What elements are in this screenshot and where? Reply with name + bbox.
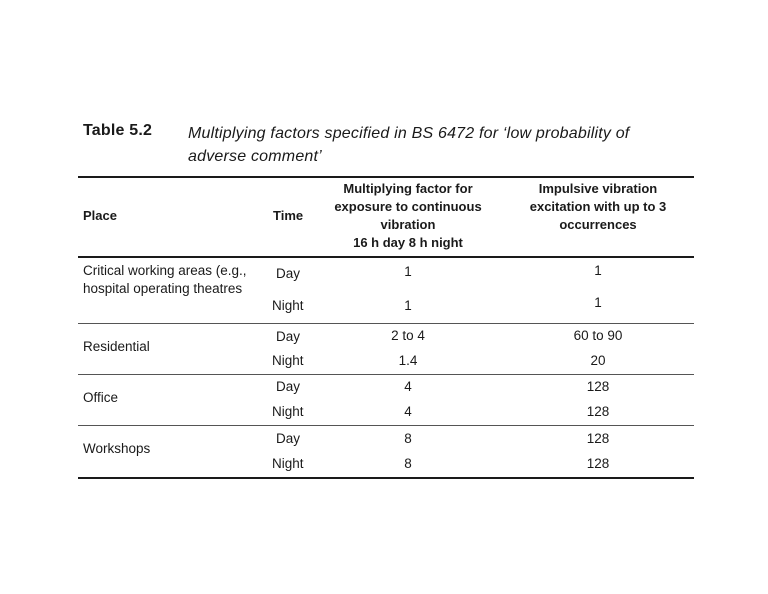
continuous-factor-value: 8 — [404, 456, 412, 471]
header-continuous-line: vibration — [380, 217, 436, 232]
table-top-rule — [78, 176, 694, 178]
impulsive-value: 20 — [590, 353, 606, 368]
row-divider — [78, 323, 694, 324]
time-day: Day — [276, 379, 301, 394]
header-continuous-factor — [316, 180, 500, 252]
table-title: Multiplying factors specified in BS 6472 for ‘low probability of adverse comment’ — [188, 125, 630, 165]
impulsive-value: 1 — [594, 295, 602, 310]
header-place: Place — [83, 208, 117, 223]
header-impulsive-vibration — [505, 180, 691, 234]
place-residential: Residential — [83, 339, 150, 354]
continuous-factor-value: 4 — [404, 404, 412, 419]
header-continuous-line: Multiplying factor for — [343, 181, 473, 196]
header-continuous-line: 16 h day 8 h night — [353, 235, 463, 250]
continuous-factor-value: 1.4 — [398, 353, 418, 368]
row-divider — [78, 374, 694, 375]
header-impulsive-line: occurrences — [559, 217, 637, 232]
impulsive-value: 128 — [586, 379, 610, 394]
table-header-rule — [78, 256, 694, 258]
place-workshops: Workshops — [83, 441, 151, 456]
impulsive-value: 128 — [586, 456, 610, 471]
continuous-factor-value: 1 — [404, 298, 412, 313]
table-number: Table 5.2 — [83, 122, 153, 139]
continuous-factor-value: 8 — [404, 431, 412, 446]
time-night: Night — [272, 298, 304, 313]
time-night: Night — [272, 404, 304, 419]
place-office: Office — [83, 390, 119, 405]
time-day: Day — [276, 431, 301, 446]
header-time: Time — [273, 208, 304, 223]
header-continuous-line: exposure to continuous — [334, 199, 482, 214]
row-divider — [78, 425, 694, 426]
continuous-factor-value: 2 to 4 — [391, 328, 425, 343]
time-night: Night — [272, 353, 304, 368]
header-impulsive-line: excitation with up to 3 — [529, 199, 667, 214]
header-impulsive-line: Impulsive vibration — [538, 181, 658, 196]
impulsive-value: 60 to 90 — [573, 328, 623, 343]
continuous-factor-value: 4 — [404, 379, 412, 394]
place-critical-working-areas: Critical working areas (e.g., hospital operating theatres — [83, 263, 247, 296]
time-day: Day — [276, 329, 301, 344]
time-day: Day — [276, 266, 301, 281]
impulsive-value: 128 — [586, 431, 610, 446]
impulsive-value: 1 — [594, 263, 602, 278]
impulsive-value: 128 — [586, 404, 610, 419]
continuous-factor-value: 1 — [404, 264, 412, 279]
table-bottom-rule — [78, 477, 694, 479]
time-night: Night — [272, 456, 304, 471]
